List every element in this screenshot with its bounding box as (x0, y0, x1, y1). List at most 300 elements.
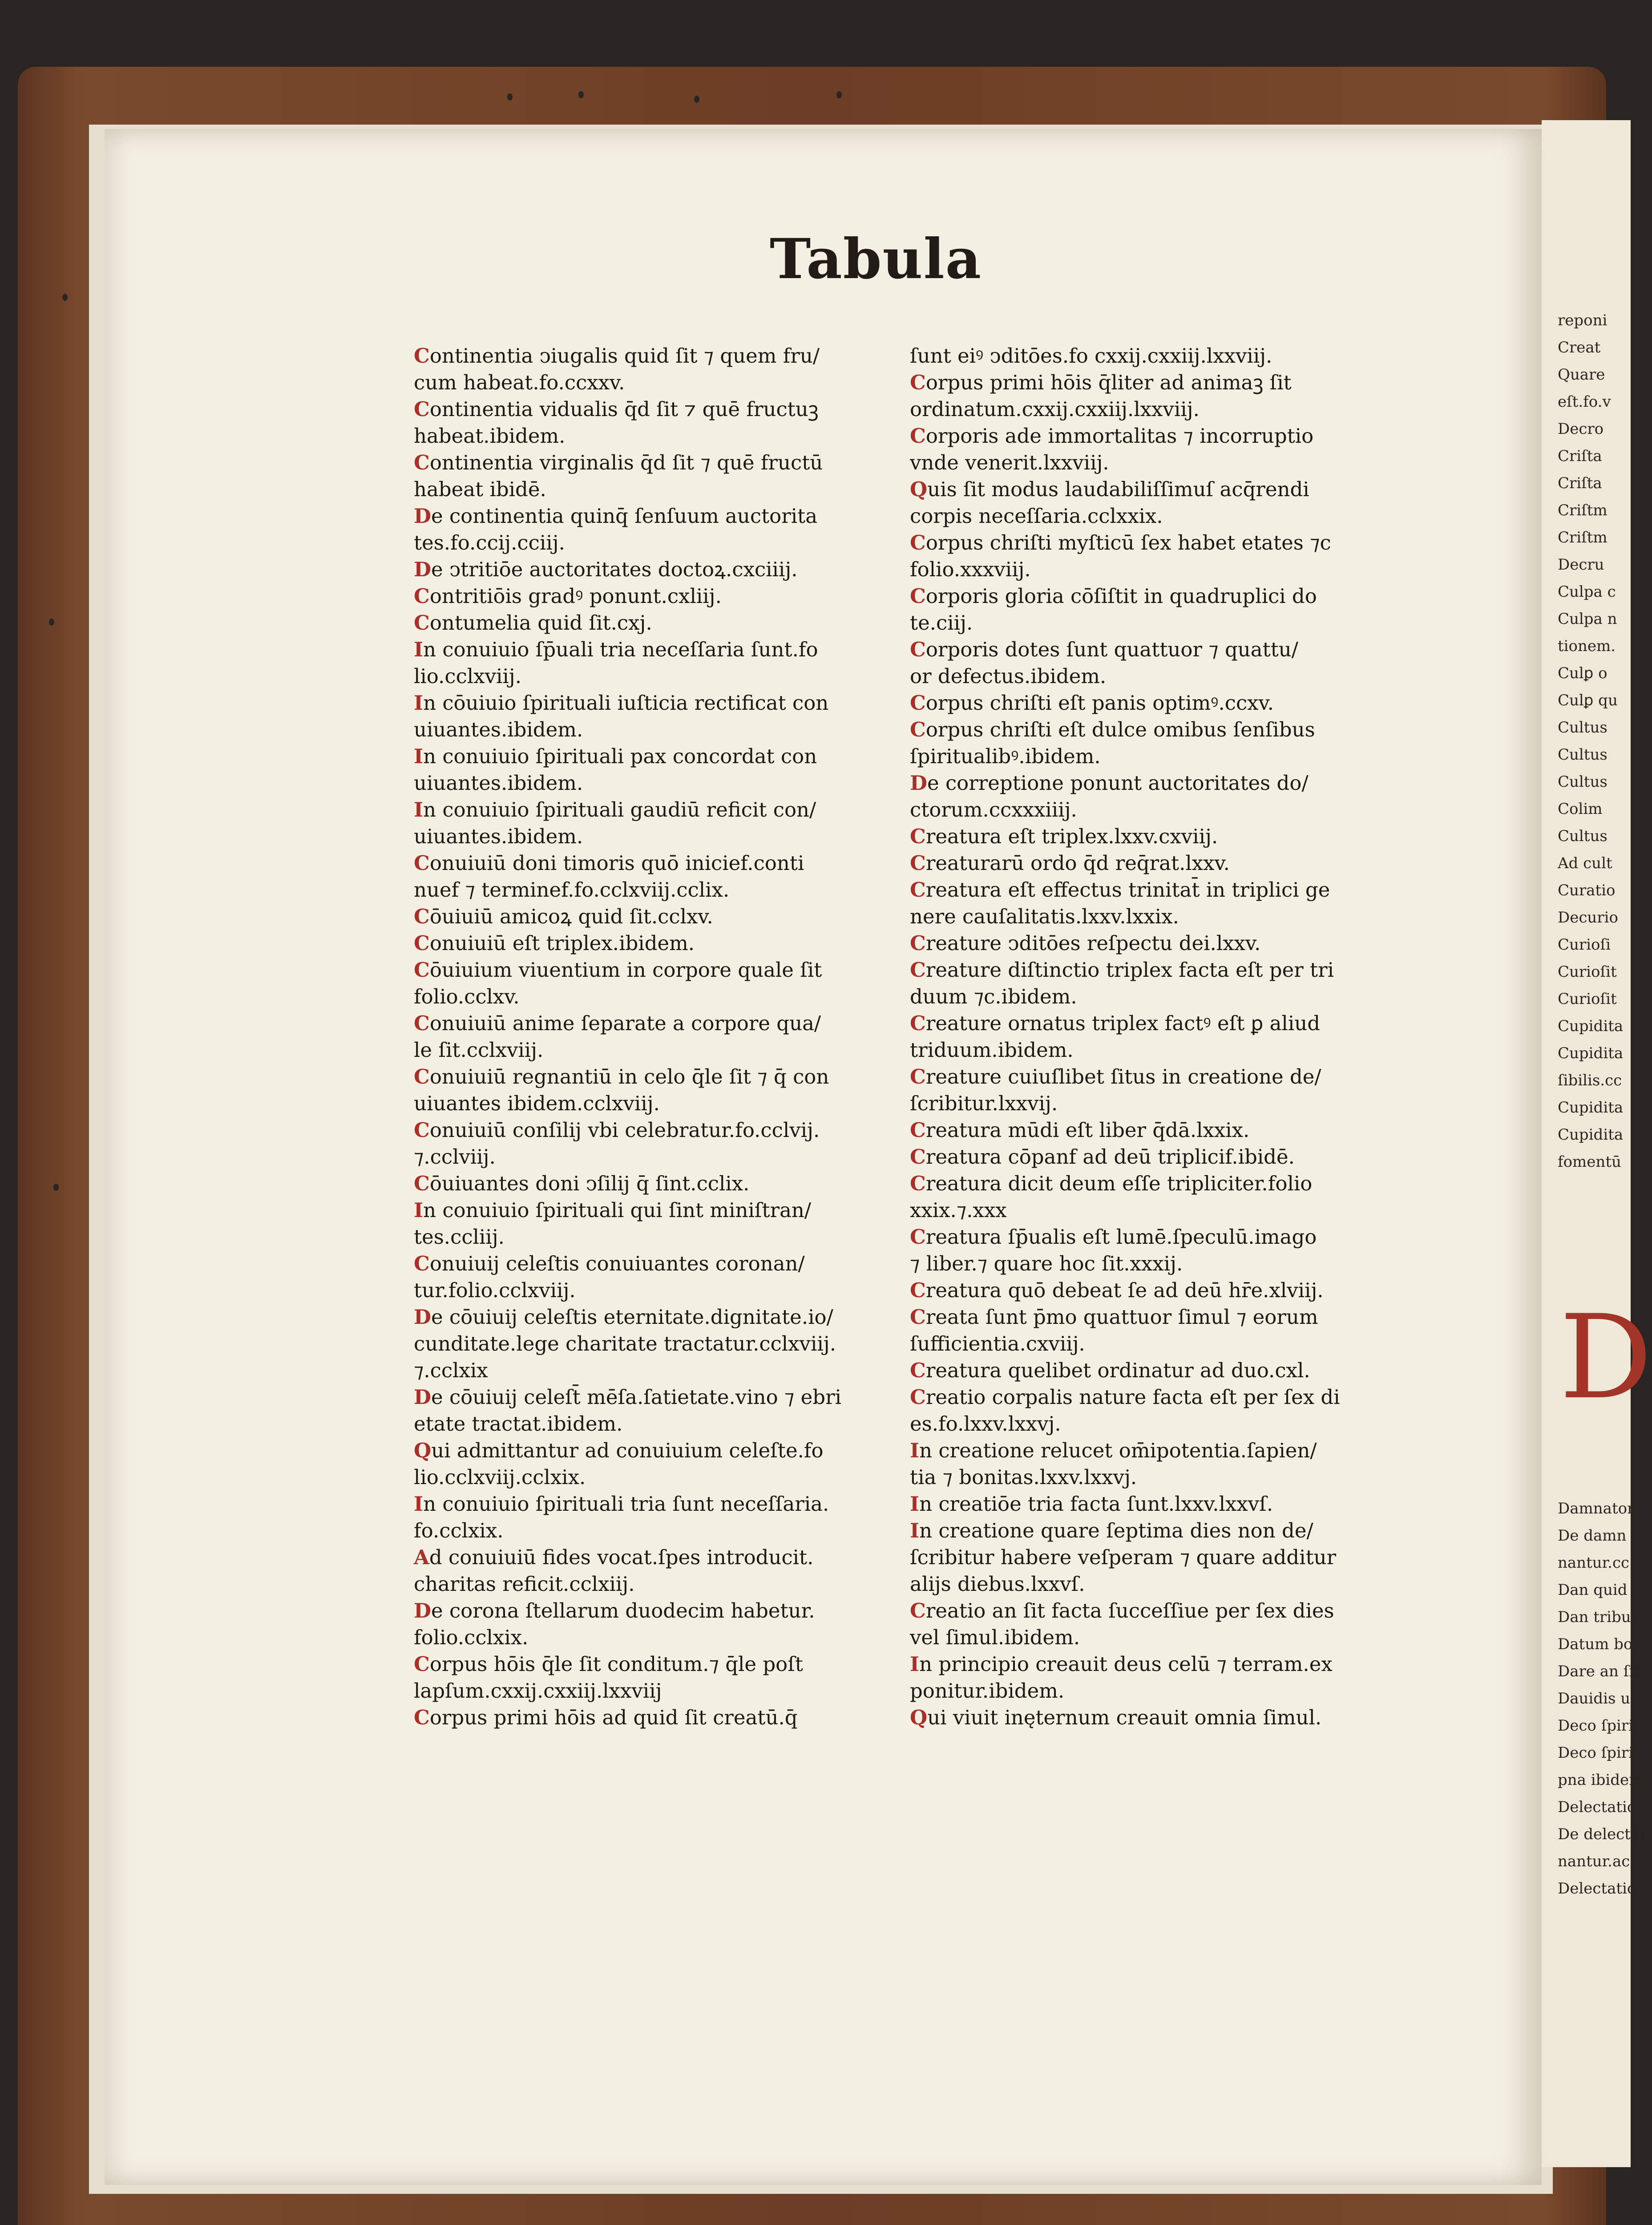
rubricated-initial: C (910, 825, 926, 848)
entry-text: orpus hōis q̄le ſit conditum.⁊ q̄le poſt (429, 1652, 804, 1676)
entry-text: ſufficientia.cxviij. (910, 1332, 1085, 1355)
rubricated-initial: C (414, 931, 430, 955)
facing-page-fragment: tionem. (1558, 637, 1616, 655)
rubricated-initial: C (910, 531, 926, 554)
index-entry-line (910, 1411, 1395, 1437)
entry-text: onuiuiū doni timoris quō inicief.conti (429, 851, 804, 875)
index-entry-line (414, 1224, 899, 1250)
rubricated-initial: C (910, 1599, 926, 1622)
index-entry-line (910, 530, 1395, 556)
entry-text: reature ornatus triplex factꝰ eſt ꝑ aliud (925, 1011, 1321, 1035)
index-entry-line (414, 983, 899, 1010)
entry-text: onuiuij celeſtis conuiuantes coronan/ (429, 1252, 805, 1275)
facing-page-fragment: Criſta (1558, 474, 1602, 492)
entry-text: xxix.⁊.xxx (910, 1198, 1007, 1222)
index-entry-line (414, 716, 899, 743)
rubricated-initial: C (414, 1652, 430, 1676)
entry-text: n creatiōe tria facta ſunt.lxxv.lxxvſ. (919, 1492, 1273, 1516)
index-entry-line (414, 530, 899, 556)
facing-page-fragment: Decru (1558, 556, 1604, 574)
index-entry-line (910, 369, 1395, 396)
index-entry-line (910, 770, 1395, 797)
index-entry-line (910, 1090, 1395, 1117)
index-entry-line (414, 1277, 899, 1304)
entry-text: reatura cōpanf ad deū triplicif.ibidē. (925, 1145, 1295, 1169)
index-entry-line (910, 1277, 1395, 1304)
index-entry-line (414, 1571, 899, 1598)
index-entry-line (910, 1437, 1395, 1464)
index-entry-line (910, 1678, 1395, 1704)
entry-text: orpus chriſti myſticū ſex habet etates ⁊c (925, 531, 1331, 554)
entry-text: onuiuiū eſt triplex.ibidem. (429, 931, 695, 955)
index-entry-line (414, 636, 899, 663)
entry-text: ontritiōis gradꝰ ponunt.cxliij. (429, 584, 722, 608)
entry-text: alijs diebus.lxxvſ. (910, 1572, 1085, 1596)
index-entry-line (414, 903, 899, 930)
index-entry-line (910, 1357, 1395, 1384)
entry-text: reatura quō debeat ſe ad deū hr̄e.xlviij. (925, 1278, 1324, 1302)
entry-text: n conuiuio ſpirituali qui ſint miniſtran/ (423, 1198, 812, 1222)
rubricated-initial: I (414, 691, 424, 715)
entry-text: reatura eſt effectus trinitat̄ in triplici ge (925, 878, 1330, 902)
index-entry-line (910, 930, 1395, 957)
index-entry-line (910, 1064, 1395, 1090)
entry-text: reaturarū ordo q̄d req̄rat.lxxv. (925, 851, 1230, 875)
index-entry-line (414, 690, 899, 716)
index-entry-line (414, 1064, 899, 1090)
index-entry-line (910, 1224, 1395, 1250)
index-entry-line (414, 797, 899, 823)
facing-page-fragment: Curatio (1558, 882, 1616, 899)
worm-hole (694, 96, 699, 103)
entry-text: n conuiuio ſp̄uali tria neceſſaria ſunt.fo (423, 638, 818, 661)
index-entry-line (414, 1357, 899, 1384)
facing-page-upper-text (1542, 307, 1623, 1176)
facing-page-fragment: Creat (1558, 339, 1601, 356)
facing-page-fragment: Culꝑ qu (1558, 692, 1618, 709)
rubricated-initial: I (414, 744, 424, 768)
entry-text: ōuiuiū amicoꝝ quid ſit.cclxv. (429, 905, 713, 928)
index-entry-line (414, 396, 899, 423)
entry-text: ui viuit inęternum creauit omnia ſimul. (927, 1706, 1322, 1729)
rubricated-initial: A (414, 1545, 429, 1569)
index-entry-line (910, 503, 1395, 530)
index-entry-line (910, 983, 1395, 1010)
entry-text: charitas reficit.cclxiij. (414, 1572, 635, 1596)
index-entry-line (910, 690, 1395, 716)
index-entry-line (414, 957, 899, 983)
entry-text: uiuantes.ibidem. (414, 718, 583, 741)
entry-text: orporis dotes ſunt quattuor ⁊ quattu/ (925, 638, 1298, 661)
rubricated-initial: C (910, 1225, 926, 1249)
entry-text: n creatione relucet om̄ipotentia.ſapien/ (919, 1439, 1317, 1462)
index-entry-line (910, 1464, 1395, 1491)
entry-text: n creatione quare ſeptima dies non de/ (919, 1519, 1313, 1542)
index-entry-line (414, 743, 899, 770)
index-entry-line (414, 503, 899, 530)
index-entry-line (910, 1384, 1395, 1411)
facing-page-fragment: Cupidita (1558, 1017, 1624, 1035)
index-entry-line (414, 556, 899, 583)
entry-text: d conuiuiū fides vocat.ſpes introducit. (429, 1545, 814, 1569)
facing-page-fragment: Quare (1558, 366, 1605, 384)
index-entry-line (910, 1010, 1395, 1037)
index-entry-line (910, 1598, 1395, 1624)
index-entry-line (414, 449, 899, 476)
index-entry-line (910, 556, 1395, 583)
entry-text: orporis gloria cōſiſtit in quadruplici do (925, 584, 1317, 608)
index-entry-line (910, 663, 1395, 690)
index-entry-line (414, 1197, 899, 1224)
rubricated-initial: C (414, 344, 430, 368)
index-entry-line (414, 1331, 899, 1357)
index-entry-line (910, 1704, 1395, 1731)
index-entry-line (910, 610, 1395, 636)
entry-text: folio.xxxviij. (910, 558, 1031, 581)
entry-text: fo.cclxix. (414, 1519, 504, 1542)
entry-text: nere cauſalitatis.lxxv.lxxix. (910, 905, 1179, 928)
facing-page-fragment: Criſta (1558, 447, 1602, 465)
index-entry-line (414, 877, 899, 903)
facing-page-fragment: Cultus (1558, 827, 1608, 845)
worm-hole (53, 1184, 59, 1191)
facing-page-fragment: Culꝑ o (1558, 664, 1608, 682)
entry-text: uiuantes ibidem.cclxviij. (414, 1092, 660, 1115)
facing-page-fragment: Curioſi (1558, 936, 1611, 954)
facing-page-fragment: Cultus (1558, 746, 1608, 764)
index-entry-line (414, 610, 899, 636)
entry-text: ⁊.cclxix (414, 1359, 488, 1382)
rubricated-initial: C (910, 691, 926, 715)
facing-page-fragment: nantur.ac (1558, 1853, 1630, 1870)
entry-text: folio.cclxv. (414, 985, 520, 1008)
facing-page-fragment: pna ibidem (1558, 1771, 1644, 1789)
entry-text: reatura dicit deum eſſe tripliciter.folio (925, 1172, 1313, 1195)
facing-page-fragment: Delectatio (1558, 1798, 1636, 1816)
worm-hole (62, 294, 68, 301)
index-entry-line (414, 1010, 899, 1037)
entry-text: ſpiritualibꝰ.ibidem. (910, 744, 1101, 768)
facing-page-initial: D (1559, 1290, 1652, 1425)
rubricated-initial: I (414, 1198, 424, 1222)
facing-page-fragment: Criſtm (1558, 502, 1608, 519)
rubricated-initial: C (910, 1172, 926, 1195)
entry-text: reata ſunt p̄mo quattuor ſimul ⁊ eorum (925, 1305, 1318, 1329)
facing-page-fragment: Cupidita (1558, 1044, 1624, 1062)
index-entry-line (414, 663, 899, 690)
facing-page-fragment: Datum bo (1558, 1635, 1633, 1653)
index-entry-line (414, 343, 899, 369)
entry-text: cum habeat.fo.ccxxv. (414, 371, 625, 394)
index-entry-line (910, 823, 1395, 850)
entry-text: n conuiuio ſpirituali gaudiū reficit con/ (423, 798, 816, 821)
entry-text: ⁊.cclviij. (414, 1145, 496, 1169)
index-entry-line (414, 1170, 899, 1197)
index-entry-line (910, 1491, 1395, 1517)
rubricated-initial: C (414, 1065, 430, 1088)
entry-text: ontinentia virginalis q̄d ſit ⁊ quē fructū (429, 451, 823, 474)
facing-page-fragment: Dan tribu (1558, 1608, 1631, 1626)
entry-text: ordinatum.cxxij.cxxiij.lxxviij. (910, 397, 1200, 421)
rubricated-initial: I (910, 1652, 920, 1676)
index-entry-line (414, 1304, 899, 1331)
entry-text: nuef ⁊ terminef.fo.cclxviij.cclix. (414, 878, 730, 902)
entry-text: reatura quelibet ordinatur ad duo.cxl. (925, 1359, 1310, 1382)
entry-text: cunditate.lege charitate tractatur.cclxviij. (414, 1332, 836, 1355)
facing-page-fragment: Dauidis u (1558, 1690, 1631, 1707)
rubricated-initial: C (414, 611, 430, 635)
facing-page-fragment: Colim (1558, 800, 1603, 818)
index-column-right (910, 343, 1395, 1731)
entry-text: or defectus.ibidem. (910, 664, 1107, 688)
rubricated-initial: C (910, 851, 926, 875)
index-entry-line (910, 1170, 1395, 1197)
rubricated-initial: C (414, 584, 430, 608)
index-entry-line (910, 449, 1395, 476)
index-entry-line (910, 1544, 1395, 1571)
entry-text: triduum.ibidem. (910, 1038, 1074, 1062)
rubricated-initial: Q (910, 1706, 928, 1729)
rubricated-initial: I (910, 1519, 920, 1542)
index-entry-line (414, 1144, 899, 1170)
facing-page-fragment: Deco ſpiri (1558, 1717, 1634, 1735)
facing-page-fragment: Curioſit (1558, 963, 1617, 981)
entry-text: uiuantes.ibidem. (414, 825, 583, 848)
entry-text: reature ↄditōes reſpectu dei.lxxv. (925, 931, 1261, 955)
page-title: Tabula (770, 227, 982, 291)
facing-page-fragment: Criſtm (1558, 529, 1608, 546)
index-entry-line (414, 1437, 899, 1464)
rubricated-initial: C (910, 1145, 926, 1169)
index-entry-line (414, 369, 899, 396)
index-entry-line (910, 797, 1395, 823)
entry-text: tes.ccliij. (414, 1225, 505, 1249)
entry-text: lapſum.cxxij.cxxiij.lxxviij (414, 1679, 662, 1703)
facing-page-fragment: Dare an ſit (1558, 1663, 1640, 1680)
facing-page-fragment: fomentū (1558, 1153, 1621, 1171)
facing-page-lower-text (1542, 1495, 1646, 1902)
entry-text: onuiuiū conſilij vbi celebratur.fo.cclvij. (429, 1118, 820, 1142)
entry-text: habeat.ibidem. (414, 424, 565, 448)
rubricated-initial: D (910, 771, 928, 795)
index-entry-line (414, 1624, 899, 1651)
entry-text: ontumelia quid ſit.cxj. (429, 611, 652, 635)
entry-text: e correptione ponunt auctoritates do/ (927, 771, 1309, 795)
facing-page-fragment: eſt.fo.v (1558, 393, 1611, 411)
index-entry-line (414, 1250, 899, 1277)
entry-text: ctorum.ccxxxiiij. (910, 798, 1077, 821)
rubricated-initial: C (910, 371, 926, 394)
entry-text: es.fo.lxxv.lxxvj. (910, 1412, 1061, 1436)
entry-text: e cōuiuij celeſtis eternitate.dignitate.io/ (431, 1305, 833, 1329)
rubricated-initial: I (910, 1439, 920, 1462)
entry-text: orporis ade immortalitas ⁊ incorruptio (925, 424, 1314, 448)
facing-page-fragment: Cultus (1558, 773, 1608, 791)
rubricated-initial: C (414, 851, 430, 875)
rubricated-initial: C (414, 1252, 430, 1275)
rubricated-initial: Q (910, 477, 928, 501)
rubricated-initial: C (910, 958, 926, 982)
rubricated-initial: I (910, 1492, 920, 1516)
index-entry-line (414, 850, 899, 877)
rubricated-initial: I (414, 1492, 424, 1516)
index-entry-line (414, 1678, 899, 1704)
index-entry-line (910, 476, 1395, 503)
index-entry-line (414, 476, 899, 503)
entry-text: ſcribitur.lxxvij. (910, 1092, 1058, 1115)
rubricated-initial: D (414, 1385, 432, 1409)
rubricated-initial: C (910, 584, 926, 608)
index-entry-line (414, 1384, 899, 1411)
index-entry-line (414, 930, 899, 957)
entry-text: tia ⁊ bonitas.lxxv.lxxvj. (910, 1465, 1137, 1489)
rubricated-initial: C (414, 1011, 430, 1035)
rubricated-initial: C (910, 1359, 926, 1382)
worm-hole (507, 93, 513, 101)
index-entry-line (414, 823, 899, 850)
index-entry-line (414, 1544, 899, 1571)
index-entry-line (414, 1090, 899, 1117)
entry-text: e ↄtritiōe auctoritates doctoꝝ.cxciiij. (431, 558, 798, 581)
index-entry-line (414, 1598, 899, 1624)
rubricated-initial: C (910, 638, 926, 661)
index-entry-line (910, 1304, 1395, 1331)
entry-text: le ſit.cclxviij. (414, 1038, 544, 1062)
entry-text: n principio creauit deus celū ⁊ terram.ex (919, 1652, 1333, 1676)
entry-text: ōuiuantes doni ↄſilij q̄ ſint.cclix. (429, 1172, 750, 1195)
facing-page-fragment: Deco ſpiri (1558, 1744, 1634, 1762)
rubricated-initial: C (910, 931, 926, 955)
entry-text: reatura mūdi eſt liber q̄dā.lxxix. (925, 1118, 1250, 1142)
rubricated-initial: D (414, 504, 432, 528)
index-entry-line (414, 583, 899, 610)
worm-hole (836, 91, 842, 98)
entry-text: n conuiuio ſpirituali tria ſunt neceſſaria. (423, 1492, 829, 1516)
index-entry-line (910, 1624, 1395, 1651)
index-entry-line (910, 743, 1395, 770)
entry-text: tes.fo.ccij.cciij. (414, 531, 565, 554)
entry-text: ōuiuium viuentium in corpore quale ſit (429, 958, 822, 982)
index-entry-line (414, 1117, 899, 1144)
rubricated-initial: C (414, 397, 430, 421)
entry-text: ſunt eiꝰ ↄditōes.fo cxxij.cxxiij.lxxviij. (910, 344, 1272, 368)
index-entry-line (910, 850, 1395, 877)
rubricated-initial: D (414, 558, 432, 581)
facing-page-fragment: Cupidita (1558, 1126, 1624, 1144)
entry-text: reature diſtinctio triplex facta eſt per tri (925, 958, 1334, 982)
entry-text: e continentia quinq̄ ſenſuum auctorita (431, 504, 818, 528)
entry-text: habeat ibidē. (414, 477, 546, 501)
entry-text: ⁊ liber.⁊ quare hoc ſit.xxxij. (910, 1252, 1183, 1275)
rubricated-initial: I (414, 798, 424, 821)
facing-page-fragment: Damnator (1558, 1500, 1635, 1517)
facing-page-fragment: Cultus (1558, 719, 1608, 736)
index-entry-line (414, 423, 899, 449)
index-entry-line (910, 423, 1395, 449)
entry-text: te.ciij. (910, 611, 973, 635)
index-entry-line (414, 1491, 899, 1517)
rubricated-initial: C (910, 1118, 926, 1142)
rubricated-initial: C (910, 1011, 926, 1035)
entry-text: tur.folio.cclxviij. (414, 1278, 576, 1302)
index-entry-line (910, 1331, 1395, 1357)
entry-text: reatio an ſit facta ſucceſſiue per ſex dies (925, 1599, 1334, 1622)
index-entry-line (910, 343, 1395, 369)
index-column-left (414, 343, 899, 1731)
entry-text: etate tractat.ibidem. (414, 1412, 623, 1436)
rubricated-initial: C (414, 1172, 430, 1195)
index-entry-line (910, 957, 1395, 983)
entry-text: uiuantes.ibidem. (414, 771, 583, 795)
worm-hole (578, 91, 584, 98)
facing-page-fragment: Culpa c (1558, 583, 1616, 601)
entry-text: e corona ſtellarum duodecim habetur. (431, 1599, 815, 1622)
entry-text: folio.cclxix. (414, 1626, 529, 1649)
index-entry-line (414, 1037, 899, 1064)
index-entry-line (910, 396, 1395, 423)
entry-text: ontinentia vidualis q̄d ſit ⁊ quē fructuꝫ (429, 397, 819, 421)
rubricated-initial: C (910, 1278, 926, 1302)
index-entry-line (910, 1144, 1395, 1170)
index-entry-line (910, 1250, 1395, 1277)
index-entry-line (910, 1571, 1395, 1598)
index-entry-line (414, 1411, 899, 1437)
worm-hole (49, 619, 54, 626)
entry-text: onuiuiū regnantiū in celo q̄le ſit ⁊ q̄ con (429, 1065, 829, 1088)
index-entry-line (910, 1197, 1395, 1224)
entry-text: onuiuiū anime ſeparate a corpore qua/ (429, 1011, 821, 1035)
entry-text: reatura eſt triplex.lxxv.cxviij. (925, 825, 1218, 848)
entry-text: orpus chriſti eſt panis optimꝰ.ccxv. (925, 691, 1274, 715)
entry-text: ſcribitur habere veſperam ⁊ quare additur (910, 1545, 1337, 1569)
rubricated-initial: C (910, 1065, 926, 1088)
entry-text: ui admittantur ad conuiuium celeſte.fo (431, 1439, 824, 1462)
entry-text: reature cuiuſlibet ſitus in creatione de/ (925, 1065, 1321, 1088)
facing-page (1542, 120, 1652, 2167)
facing-page-fragment: Dan quid (1558, 1581, 1628, 1599)
rubricated-initial: D (414, 1305, 432, 1329)
index-entry-line (910, 877, 1395, 903)
facing-page-fragment: Ad cult (1558, 854, 1612, 872)
rubricated-initial: C (414, 1118, 430, 1142)
index-entry-line (414, 1517, 899, 1544)
facing-page-fragment: Decurio (1558, 909, 1618, 926)
entry-text: orpus primi hōis q̄liter ad animaꝫ ſit (925, 371, 1292, 394)
rubricated-initial: C (414, 958, 430, 982)
rubricated-initial: C (414, 451, 430, 474)
index-entry-line (414, 1464, 899, 1491)
index-entry-line (414, 770, 899, 797)
entry-text: ontinentia ↄiugalis quid ſit ⁊ quem fru/ (429, 344, 820, 368)
entry-text: orpus primi hōis ad quid ſit creatū.q̄ (429, 1706, 798, 1729)
entry-text: e cōuiuij celeſt̄ mēſa.ſatietate.vino ⁊ ebri (431, 1385, 841, 1409)
entry-text: n conuiuio ſpirituali pax concordat con (423, 744, 817, 768)
entry-text: reatura ſp̄ualis eſt lumē.ſpeculū.imago (925, 1225, 1317, 1249)
index-entry-line (910, 1037, 1395, 1064)
entry-text: lio.cclxviij.cclxix. (414, 1465, 586, 1489)
index-entry-line (910, 716, 1395, 743)
facing-page-fragment: Culpa n (1558, 610, 1617, 628)
facing-page-fragment: reponi (1558, 312, 1608, 329)
rubricated-initial: C (910, 878, 926, 902)
index-entry-line (414, 1651, 899, 1678)
entry-text: uis ſit modus laudabiliſſimuſ acq̄rendi (927, 477, 1309, 501)
rubricated-initial: C (910, 1385, 926, 1409)
entry-text: duum ⁊c.ibidem. (910, 985, 1077, 1008)
index-entry-line (910, 1517, 1395, 1544)
index-entry-line (910, 903, 1395, 930)
index-entry-line (414, 1704, 899, 1731)
